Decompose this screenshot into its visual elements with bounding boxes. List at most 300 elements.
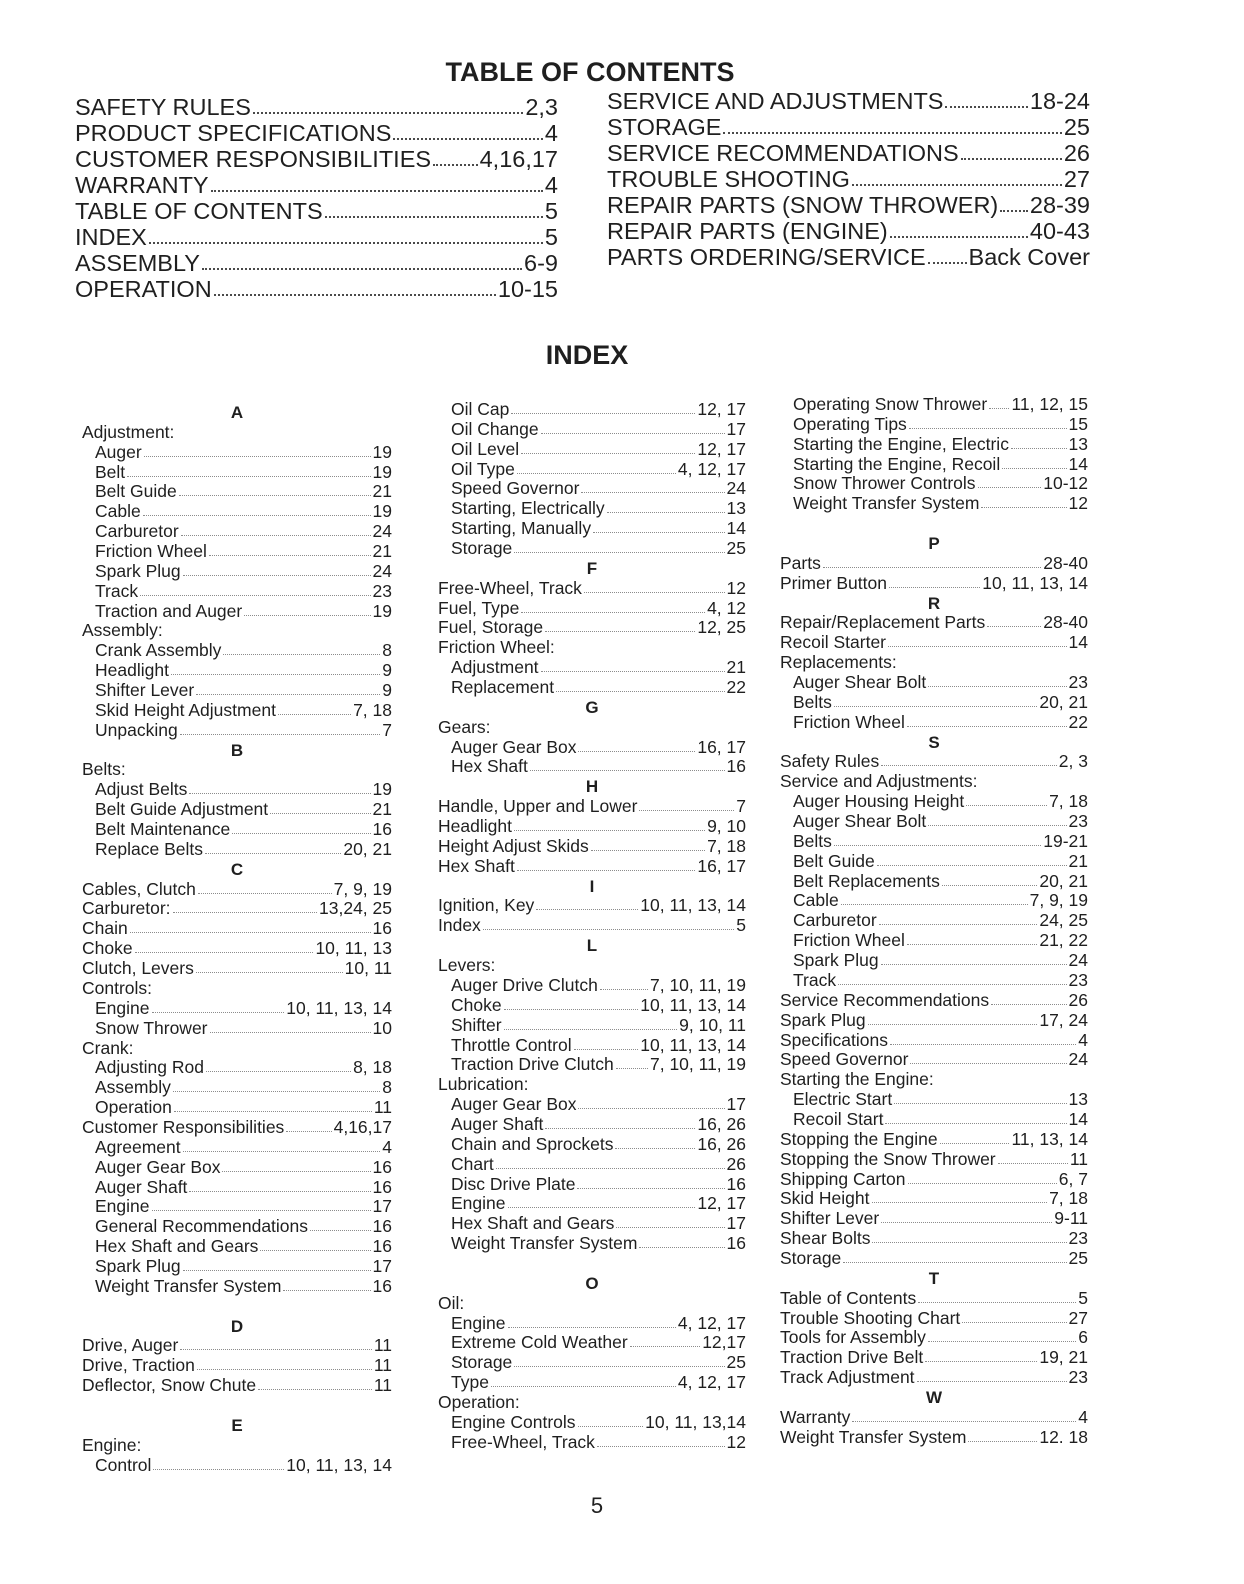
index-entry-label: General Recommendations xyxy=(95,1216,309,1237)
index-entry-label: Speed Governor xyxy=(451,478,580,499)
index-entry-label: Choke xyxy=(451,994,502,1015)
dot-leader xyxy=(325,216,543,218)
dot-leader xyxy=(545,1128,695,1129)
index-subentry xyxy=(780,931,1088,951)
index-letter-heading: G xyxy=(585,697,599,717)
index-entry-label: Height Adjust Skids xyxy=(438,835,589,856)
toc-entry xyxy=(75,198,558,224)
index-entry-label: Weight Transfer System xyxy=(95,1275,282,1296)
index-entry-page: 19 xyxy=(372,600,392,621)
dot-leader xyxy=(881,765,1057,766)
dot-leader xyxy=(581,492,724,493)
index-entry-page: 25 xyxy=(726,1352,746,1373)
index-entry-page: 16 xyxy=(372,1216,392,1237)
index-entry-label: Hex Shaft xyxy=(438,855,515,876)
index-entry-label: Chart xyxy=(451,1153,494,1174)
index-subentry xyxy=(438,1214,746,1234)
index-entry-page: 11 xyxy=(1069,1148,1088,1169)
index-entry-page: 10 xyxy=(372,1017,392,1038)
dot-leader xyxy=(483,929,734,930)
index-entry xyxy=(438,817,746,837)
toc-entry xyxy=(607,192,1090,218)
index-entry-page: 24 xyxy=(1068,1049,1088,1070)
index-subentry xyxy=(82,701,392,721)
index-entry-label: Friction Wheel: xyxy=(438,637,555,658)
index-subentry xyxy=(82,641,392,661)
dot-leader xyxy=(908,1183,1057,1184)
index-entry-label: Headlight xyxy=(438,816,512,837)
toc-entry-page: 6-9 xyxy=(524,250,558,276)
dot-leader xyxy=(600,989,648,990)
index-entry xyxy=(82,423,392,443)
index-entry-label: Auger Shear Bolt xyxy=(793,672,927,693)
index-letter-heading: I xyxy=(589,876,595,896)
index-entry-label: Engine: xyxy=(82,1434,142,1455)
dot-leader xyxy=(991,1004,1066,1005)
dot-leader xyxy=(541,433,725,434)
index-entry-label: Safety Rules xyxy=(780,751,880,772)
index-letter-heading: R xyxy=(927,593,941,613)
index-entry-label: Stopping the Engine xyxy=(780,1128,938,1149)
index-entry-label: Auger Drive Clutch xyxy=(451,974,598,995)
index-entry-page: 10, 11 xyxy=(344,958,392,979)
index-subentry xyxy=(82,1098,392,1118)
index-entry-label: Traction Drive Belt xyxy=(780,1347,924,1368)
index-entry-page: 16 xyxy=(372,1156,392,1177)
index-entry-label: Belt Replacements xyxy=(793,870,940,891)
index-letter-heading: F xyxy=(586,558,598,578)
dot-leader xyxy=(508,1207,696,1208)
dot-leader xyxy=(286,1131,331,1132)
dot-leader xyxy=(909,428,1067,429)
dot-leader xyxy=(834,845,1041,846)
dot-leader xyxy=(514,1366,724,1367)
index-subentry xyxy=(82,800,392,820)
index-entry-page: 8 xyxy=(382,640,392,661)
dot-leader xyxy=(517,473,676,474)
index-entry-label: Belt Guide xyxy=(793,850,875,871)
index-entry-page: 23 xyxy=(1068,969,1088,990)
index-entry-label: Snow Thrower Controls xyxy=(793,473,976,494)
index-entry-label: Primer Button xyxy=(780,572,887,593)
index-entry-label: Warranty xyxy=(780,1406,851,1427)
index-entry-page: 13,24, 25 xyxy=(319,898,392,919)
index-entry-page: 12 xyxy=(726,1431,746,1452)
index-entry xyxy=(780,1328,1088,1348)
index-entry-page: 24 xyxy=(726,478,746,499)
index-letter-heading: H xyxy=(585,777,599,797)
index-subentry xyxy=(780,971,1088,991)
index-subentry xyxy=(438,757,746,777)
index-subentry xyxy=(438,440,746,460)
index-entry-label: Track xyxy=(793,969,837,990)
index-entry-label: Belt Maintenance xyxy=(95,819,231,840)
dot-leader xyxy=(577,1188,724,1189)
index-entry-label: Levers: xyxy=(438,955,496,976)
index-entry-page: 14 xyxy=(1068,453,1088,474)
index-letter-heading: L xyxy=(586,936,598,956)
toc-entry-label: OPERATION xyxy=(75,276,212,302)
index-entry-label: Belt Guide xyxy=(95,481,177,502)
dot-leader xyxy=(536,909,638,910)
index-entry xyxy=(438,956,746,976)
dot-leader xyxy=(1000,210,1028,212)
index-entry-label: Fuel, Storage xyxy=(438,617,544,638)
dot-leader xyxy=(591,850,705,851)
index-entry-page: 6, 7 xyxy=(1058,1168,1088,1189)
index-entry-page: 9 xyxy=(382,660,392,681)
index-subentry xyxy=(82,820,392,840)
index-entry-label: Crank: xyxy=(82,1037,134,1058)
dot-leader xyxy=(872,1242,1066,1243)
dot-leader xyxy=(945,106,1027,108)
toc-entry-page: 26 xyxy=(1063,140,1090,166)
dot-leader xyxy=(130,932,371,933)
index-entry-page: 8, 18 xyxy=(353,1057,392,1078)
toc-heading: TABLE OF CONTENTS xyxy=(445,57,735,87)
index-entry-page: 16 xyxy=(372,819,392,840)
dot-leader xyxy=(181,535,371,536)
index-entry xyxy=(82,1039,392,1059)
index-entry-page: 23 xyxy=(372,580,392,601)
index-entry-page: 7, 9, 19 xyxy=(1029,890,1088,911)
dot-leader xyxy=(578,751,695,752)
index-subentry xyxy=(82,502,392,522)
index-entry xyxy=(780,574,1088,594)
index-subentry xyxy=(82,1257,392,1277)
dot-leader xyxy=(206,1071,351,1072)
toc-entry-label: SAFETY RULES xyxy=(75,94,251,120)
dot-leader xyxy=(283,1290,370,1291)
dot-leader xyxy=(910,1063,1066,1064)
index-entry-label: Carburetor xyxy=(793,910,877,931)
index-subentry xyxy=(438,658,746,678)
index-entry xyxy=(82,621,392,641)
dot-leader xyxy=(879,924,1038,925)
index-entry-label: Service Recommendations xyxy=(780,989,990,1010)
index-subentry xyxy=(780,1090,1088,1110)
dot-leader xyxy=(888,646,1067,647)
index-entry-label: Operating Tips xyxy=(793,413,907,434)
index-entry-page: 13 xyxy=(1068,1089,1088,1110)
toc-entry xyxy=(607,166,1090,192)
index-entry-page: 10, 11, 13, 14 xyxy=(982,572,1088,593)
index-entry-page: 12 xyxy=(726,577,746,598)
toc-entry-label: REPAIR PARTS (ENGINE) xyxy=(607,218,888,244)
index-entry-page: 11, 13, 14 xyxy=(1011,1128,1088,1149)
index-letter-heading: B xyxy=(230,740,244,760)
index-entry-label: Trouble Shooting Chart xyxy=(780,1307,961,1328)
index-entry-page: 9, 10 xyxy=(707,816,746,837)
index-subentry xyxy=(780,951,1088,971)
toc-entry xyxy=(607,140,1090,166)
index-entry-page: 19 xyxy=(372,501,392,522)
toc-entry-label: STORAGE xyxy=(607,114,722,140)
index-entry xyxy=(438,638,746,658)
dot-leader xyxy=(1002,468,1066,469)
index-entry-label: Throttle Control xyxy=(451,1034,572,1055)
index-entry-page: 11 xyxy=(373,1097,392,1118)
index-entry-label: Assembly: xyxy=(82,620,163,641)
dot-leader xyxy=(253,112,523,114)
index-subentry xyxy=(82,1138,392,1158)
dot-leader xyxy=(978,487,1042,488)
index-entry-label: Tools for Assembly xyxy=(780,1327,926,1348)
dot-leader xyxy=(928,825,1066,826)
index-entry-page: 20, 21 xyxy=(1039,870,1088,891)
index-entry-page: 2, 3 xyxy=(1058,751,1088,772)
index-entry xyxy=(780,554,1088,574)
index-column-1 xyxy=(82,403,392,1475)
index-entry-page: 22 xyxy=(1068,711,1088,732)
index-entry-label: Belt Guide Adjustment xyxy=(95,799,269,820)
index-entry xyxy=(780,1408,1088,1428)
index-entry-label: Auger Shaft xyxy=(95,1176,188,1197)
index-entry-label: Shear Bolts xyxy=(780,1228,871,1249)
index-entry-page: 7 xyxy=(736,796,746,817)
index-entry-page: 16 xyxy=(726,756,746,777)
dot-leader xyxy=(942,885,1037,886)
index-entry-label: Oil: xyxy=(438,1292,465,1313)
index-entry-page: 21 xyxy=(372,541,392,562)
dot-leader xyxy=(838,984,1066,985)
dot-leader xyxy=(258,1389,372,1390)
index-entry xyxy=(780,1050,1088,1070)
index-entry-page: 4 xyxy=(382,1136,392,1157)
index-entry-page: 15 xyxy=(1068,413,1088,434)
dot-leader xyxy=(574,1049,639,1050)
index-entry xyxy=(438,837,746,857)
index-entry-label: Spark Plug xyxy=(793,950,879,971)
dot-leader xyxy=(578,1108,724,1109)
dot-leader xyxy=(607,512,725,513)
index-heading: INDEX xyxy=(545,340,629,370)
index-entry xyxy=(82,959,392,979)
index-entry-page: 17 xyxy=(726,418,746,439)
index-subentry xyxy=(780,812,1088,832)
index-entry-page: 11 xyxy=(373,1335,392,1356)
index-entry-page: 10, 11, 13 xyxy=(315,938,392,959)
index-entry-page: 23 xyxy=(1068,811,1088,832)
toc-entry-label: ASSEMBLY xyxy=(75,250,200,276)
index-entry-label: Specifications xyxy=(780,1029,888,1050)
toc-entry-page: 40-43 xyxy=(1029,218,1090,244)
index-subentry xyxy=(438,996,746,1016)
index-entry xyxy=(82,1336,392,1356)
index-entry-page: 4, 12, 17 xyxy=(677,1312,746,1333)
index-entry xyxy=(438,579,746,599)
dot-leader xyxy=(179,495,371,496)
dot-leader xyxy=(556,691,724,692)
dot-leader xyxy=(244,615,370,616)
index-entry xyxy=(780,1249,1088,1269)
index-entry-label: Oil Cap xyxy=(451,399,510,419)
index-entry-label: Auger Shaft xyxy=(451,1113,544,1134)
index-entry xyxy=(438,1393,746,1413)
index-entry-label: Table of Contents xyxy=(780,1287,917,1308)
index-entry-page: 4, 12, 17 xyxy=(677,458,746,479)
index-entry xyxy=(780,633,1088,653)
index-entry-label: Clutch, Levers xyxy=(82,958,194,979)
page-number: 5 xyxy=(590,1493,604,1518)
index-entry-label: Cables, Clutch xyxy=(82,878,196,899)
index-entry-page: 7, 10, 11, 19 xyxy=(649,1054,746,1075)
index-letter-heading: C xyxy=(230,859,244,879)
index-entry xyxy=(82,1376,392,1396)
index-subentry xyxy=(82,840,392,860)
index-entry-label: Operating Snow Thrower xyxy=(793,394,988,414)
dot-leader xyxy=(928,1341,1076,1342)
index-entry xyxy=(82,899,392,919)
toc-entry xyxy=(75,146,558,172)
dot-leader xyxy=(616,1068,648,1069)
index-entry-label: Engine xyxy=(451,1312,506,1333)
index-entry-label: Assembly xyxy=(95,1077,171,1098)
dot-leader xyxy=(1011,448,1067,449)
index-column-2 xyxy=(438,400,746,1453)
index-entry-label: Starting the Engine: xyxy=(780,1069,934,1090)
dot-leader xyxy=(998,1163,1068,1164)
toc-entry xyxy=(607,244,1090,270)
dot-leader xyxy=(211,190,543,192)
index-entry-label: Shifter xyxy=(451,1014,502,1035)
index-entry-label: Speed Governor xyxy=(780,1049,909,1070)
index-entry-page: 23 xyxy=(1068,1228,1088,1249)
index-subentry xyxy=(82,1277,392,1297)
dot-leader xyxy=(514,552,724,553)
dot-leader xyxy=(852,1421,1076,1422)
index-entry-page: 19 xyxy=(372,441,392,462)
dot-leader xyxy=(597,1446,725,1447)
index-subentry xyxy=(438,1373,746,1393)
index-entry-page: 12 xyxy=(1068,493,1088,514)
index-subentry xyxy=(780,693,1088,713)
index-letter-heading: D xyxy=(230,1316,244,1336)
dot-leader xyxy=(962,1322,1066,1323)
dot-leader xyxy=(214,294,496,296)
index-entry-page: 26 xyxy=(726,1153,746,1174)
index-entry-label: Replacement xyxy=(451,677,555,698)
toc-entry-label: REPAIR PARTS (SNOW THROWER) xyxy=(607,192,999,218)
dot-leader xyxy=(615,1148,695,1149)
dot-leader xyxy=(209,555,371,556)
dot-leader xyxy=(881,964,1067,965)
toc-entry-page: 5 xyxy=(544,224,558,250)
index-entry-label: Agreement xyxy=(95,1136,181,1157)
index-entry xyxy=(780,1229,1088,1249)
index-entry-page: 16 xyxy=(726,1173,746,1194)
index-entry-label: Hex Shaft and Gears xyxy=(451,1213,615,1234)
index-subentry xyxy=(82,562,392,582)
index-entry-label: Handle, Upper and Lower xyxy=(438,796,638,817)
index-entry-page: 16 xyxy=(372,918,392,939)
index-entry-label: Starting, Manually xyxy=(451,518,592,539)
dot-leader xyxy=(140,595,370,596)
index-entry-page: 14 xyxy=(1068,632,1088,653)
index-entry-page: 17 xyxy=(726,1094,746,1115)
index-entry-label: Electric Start xyxy=(793,1089,893,1110)
index-subentry xyxy=(438,1036,746,1056)
index-entry-label: Ignition, Key xyxy=(438,895,535,916)
dot-leader xyxy=(918,1302,1076,1303)
index-subentry xyxy=(780,1110,1088,1130)
index-subentry xyxy=(438,976,746,996)
dot-leader xyxy=(889,587,980,588)
index-entry-page: 22 xyxy=(726,677,746,698)
dot-leader xyxy=(270,813,370,814)
index-entry xyxy=(82,880,392,900)
index-entry-label: Starting, Electrically xyxy=(451,498,605,519)
dot-leader xyxy=(917,1381,1067,1382)
index-entry-label: Cable xyxy=(95,501,141,522)
index-entry-page: 16 xyxy=(372,1236,392,1257)
index-entry xyxy=(82,919,392,939)
index-entry-label: Replace Belts xyxy=(95,838,203,859)
dot-leader xyxy=(223,654,380,655)
index-entry-page: 16, 17 xyxy=(697,855,746,876)
index-entry-page: 21, 22 xyxy=(1039,930,1088,951)
index-subentry xyxy=(82,443,392,463)
index-entry-label: Shifter Lever xyxy=(780,1208,880,1229)
index-entry-page: 10, 11, 13, 14 xyxy=(286,1454,392,1475)
index-entry-label: Engine xyxy=(95,997,150,1018)
index-entry-page: 16, 26 xyxy=(697,1113,746,1134)
index-entry-label: Belt xyxy=(95,461,126,482)
index-entry-page: 17 xyxy=(726,1213,746,1234)
index-subentry xyxy=(780,832,1088,852)
toc-entry-label: PARTS ORDERING/SERVICE xyxy=(607,244,926,270)
index-entry xyxy=(780,1070,1088,1090)
index-subentry xyxy=(438,539,746,559)
index-entry-page: 24 xyxy=(372,521,392,542)
index-entry-label: Snow Thrower xyxy=(95,1017,208,1038)
index-entry-label: Chain xyxy=(82,918,128,939)
index-entry-label: Shifter Lever xyxy=(95,680,195,701)
dot-leader xyxy=(968,1441,1037,1442)
dot-leader xyxy=(260,1250,370,1251)
index-letter-heading: P xyxy=(928,534,940,554)
index-entry-label: Shipping Carton xyxy=(780,1168,906,1189)
dot-leader xyxy=(127,476,370,477)
index-entry-label: Traction Drive Clutch xyxy=(451,1054,614,1075)
dot-leader xyxy=(202,268,522,270)
index-entry-page: 20, 21 xyxy=(1039,691,1088,712)
index-subentry xyxy=(82,482,392,502)
index-entry-page: 16 xyxy=(372,1176,392,1197)
index-entry-label: Engine xyxy=(95,1196,150,1217)
index-entry xyxy=(438,1294,746,1314)
dot-leader xyxy=(877,865,1067,866)
index-entry-label: Hex Shaft and Gears xyxy=(95,1236,259,1257)
index-subentry xyxy=(438,1413,746,1433)
index-entry xyxy=(780,1130,1088,1150)
index-subentry xyxy=(780,792,1088,812)
dot-leader xyxy=(907,726,1067,727)
dot-leader xyxy=(885,1123,1066,1124)
index-subentry xyxy=(780,872,1088,892)
index-subentry xyxy=(438,738,746,758)
index-entry-label: Storage xyxy=(451,538,513,559)
dot-leader xyxy=(890,1044,1076,1045)
dot-leader xyxy=(530,770,725,771)
index-entry-page: 21 xyxy=(726,657,746,678)
toc-entry-label: SERVICE AND ADJUSTMENTS xyxy=(607,88,944,114)
index-subentry xyxy=(82,1197,392,1217)
index-subentry xyxy=(438,1135,746,1155)
index-entry-page: 10, 11, 13,14 xyxy=(645,1411,746,1432)
index-entry-page: 21 xyxy=(1068,850,1088,871)
index-entry-label: Type xyxy=(451,1372,489,1393)
